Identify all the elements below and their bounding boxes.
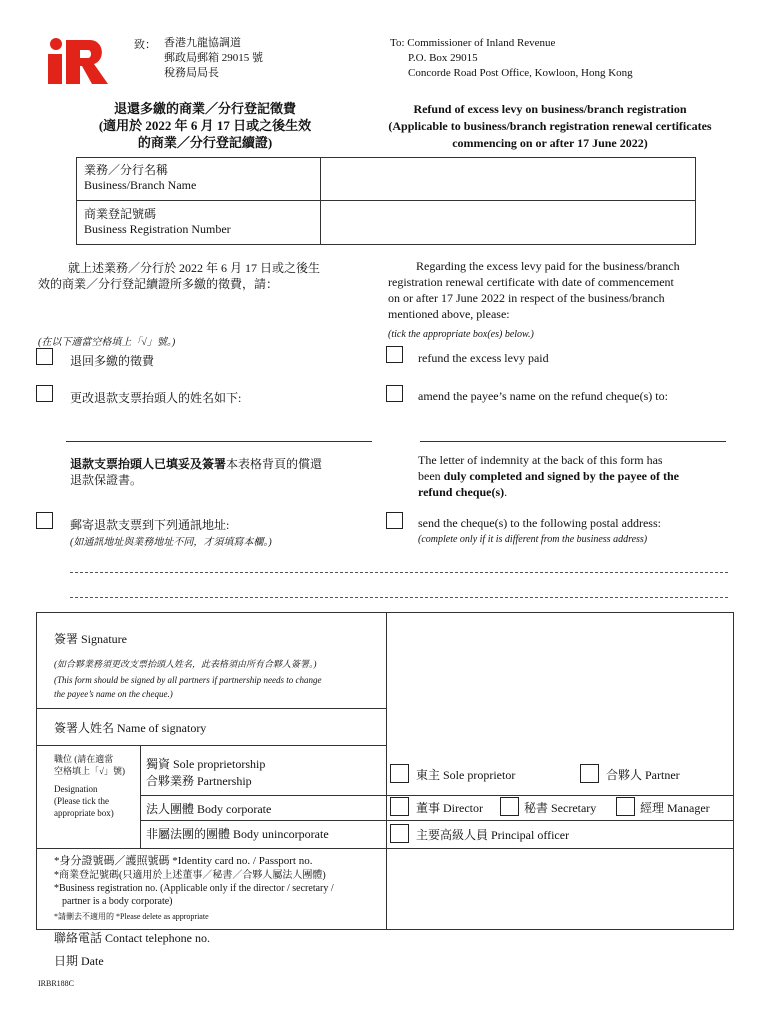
partnership-label: 合夥業務 Partnership	[146, 774, 252, 788]
intro-en-line: Regarding the excess levy paid for the business/branch	[416, 259, 680, 273]
sole-proprietorship-label: 獨資 Sole proprietorship	[146, 757, 266, 771]
payee-name-line-right[interactable]	[420, 441, 726, 442]
delete-note: *請刪去不適用的 *Please delete as appropriate	[54, 912, 209, 921]
intro-zh-line: 效的商業／分行登記續證所多繳的徵費，請：	[38, 277, 279, 291]
brn-note-en-line: *Business registration no. (Applicable only if the director / secretary /	[54, 883, 334, 894]
intro-en-line: mentioned above, please:	[388, 307, 510, 321]
address-en-line: Concorde Road Post Office, Kowloon, Hong Kong	[408, 67, 633, 79]
business-name-input[interactable]	[322, 159, 694, 199]
sig-note-en	[54, 673, 322, 701]
title-en	[370, 101, 730, 152]
send-checkbox-left[interactable]	[36, 512, 53, 529]
indemnity-zh	[70, 456, 375, 488]
secretary-checkbox[interactable]	[500, 797, 519, 816]
address-en-line: To: Commissioner of Inland Revenue	[390, 37, 556, 49]
send-note-en: (complete only if it is different from the business address)	[418, 534, 648, 545]
address-zh-line: 郵政局郵箱 29015 號	[164, 52, 263, 64]
sole-partnership-labels	[146, 756, 265, 790]
label-zh: 商業登記號碼	[84, 207, 157, 221]
body-unincorporate-label: 非屬法團的團體 Body unincorporate	[146, 827, 329, 841]
manager-checkbox[interactable]	[616, 797, 635, 816]
director-label: 董事 Director	[416, 801, 483, 815]
secretary-label: 秘書 Secretary	[524, 801, 597, 815]
indemnity-en-line: The letter of indemnity at the back of this form has	[418, 453, 663, 467]
director-checkbox[interactable]	[390, 797, 409, 816]
intro-zh	[38, 260, 320, 292]
title-zh-line: 退還多繳的商業／分行登記徵費	[113, 101, 296, 116]
brn-note	[54, 869, 334, 908]
id-details-input[interactable]	[388, 850, 732, 928]
designation-en-line: Designation	[54, 784, 98, 794]
id-card-label: *身分證號碼／護照號碼 *Identity card no. / Passport no.	[54, 855, 313, 867]
indemnity-en: The letter of indemnity at the back of this form has been duly completed and signed by the payee of the refund cheque(s).	[418, 452, 736, 500]
form-code: IRBR188C	[38, 979, 75, 988]
to-zh-label: 致：	[134, 39, 156, 51]
designation-label	[54, 753, 125, 819]
send-label-en: send the cheque(s) to the following postal address:	[418, 516, 661, 530]
amend-label-en: amend the payee’s name on the refund cheque(s) to:	[418, 389, 668, 403]
signature-label: 簽署 Signature	[54, 632, 127, 646]
brn-input[interactable]	[322, 202, 694, 244]
label-en: Business/Branch Name	[84, 178, 197, 192]
designation-en-line: (Please tick the	[54, 796, 109, 806]
address-zh-line: 稅務局局長	[164, 67, 219, 79]
sig-note-en-line: the payee’s name on the cheque.)	[54, 689, 173, 699]
business-name-label	[84, 163, 196, 193]
sole-proprietor-checkbox[interactable]	[390, 764, 409, 783]
refund-label-zh: 退回多繳的徵費	[70, 354, 155, 368]
title-en-line: Refund of excess levy on business/branch registration	[413, 102, 687, 116]
address-zh	[164, 36, 263, 81]
principal-officer-label: 主要高級人員 Principal officer	[416, 828, 570, 842]
label-zh: 業務／分行名稱	[84, 163, 169, 177]
intro-en	[388, 258, 738, 322]
partner-checkbox[interactable]	[580, 764, 599, 783]
designation-en-line: appropriate box)	[54, 808, 114, 818]
send-label-zh: 郵寄退款支票到下列通訊地址:	[70, 518, 230, 532]
indemnity-zh-rest: 本表格背頁的償還	[226, 457, 323, 471]
designation-zh-line: 職位 (請在適當	[54, 754, 114, 764]
title-en-line: (Applicable to business/branch registration renewal certificates	[388, 119, 712, 133]
sig-note-en-line: (This form should be signed by all partners if partnership needs to change	[54, 675, 322, 685]
send-checkbox-right[interactable]	[386, 512, 403, 529]
telephone-label: 聯絡電話 Contact telephone no.	[54, 931, 210, 945]
indemnity-en-text: been	[418, 469, 444, 483]
send-note-zh: (如通訊地址與業務地址不同，才須填寫本欄。)	[70, 537, 272, 548]
intro-en-line: registration renewal certificate with date of commencement	[388, 275, 674, 289]
title-zh-line: 的商業／分行登記續證)	[137, 135, 273, 150]
indemnity-zh-bold: 退款支票抬頭人已填妥及簽署	[70, 457, 227, 471]
brn-label	[84, 207, 231, 237]
sole-proprietor-label: 東主 Sole proprietor	[416, 768, 516, 782]
brn-note-en-line: partner is a body corporate)	[62, 896, 173, 907]
amend-checkbox-left[interactable]	[36, 385, 53, 402]
title-zh-line: (適用於 2022 年 6 月 17 日或之後生效	[98, 118, 312, 133]
address-en-line: P.O. Box 29015	[408, 52, 478, 64]
brn-note-zh: *商業登記號碼(只適用於上述董事／秘書／合夥人屬法人團體)	[54, 870, 326, 881]
refund-checkbox-left[interactable]	[36, 348, 53, 365]
indemnity-zh-line: 退款保證書。	[70, 473, 143, 487]
tick-note-zh: (在以下適當空格填上「√」號。)	[38, 337, 176, 348]
indemnity-en-bold: duly completed and signed by the payee of the	[443, 469, 680, 483]
address-zh-line: 香港九龍協調道	[164, 37, 241, 49]
intro-en-line: on or after 17 June 2022 in respect of the business/branch	[388, 291, 665, 305]
manager-label: 經理 Manager	[640, 801, 710, 815]
sig-note-zh: (如合夥業務須更改支票抬頭人姓名，此表格須由所有合夥人簽署。)	[54, 659, 317, 669]
label-en: Business Registration Number	[84, 222, 231, 236]
address-line-1[interactable]	[70, 572, 728, 573]
tick-note-en: (tick the appropriate box(es) below.)	[388, 329, 534, 340]
date-label: 日期 Date	[54, 954, 104, 968]
ird-logo	[44, 36, 110, 86]
refund-checkbox-right[interactable]	[386, 346, 403, 363]
body-corporate-label: 法人團體 Body corporate	[146, 802, 272, 816]
address-en	[390, 36, 633, 81]
address-line-2[interactable]	[70, 597, 728, 598]
title-en-line: commencing on or after 17 June 2022)	[452, 136, 648, 150]
indemnity-en-bold: refund cheque(s)	[418, 485, 505, 499]
designation-zh-line: 空格填上「√」號)	[54, 766, 125, 776]
partner-label: 合夥人 Partner	[606, 768, 680, 782]
title-zh	[60, 100, 350, 151]
amend-label-zh: 更改退款支票抬頭人的姓名如下:	[70, 391, 242, 405]
name-of-signatory-label: 簽署人姓名 Name of signatory	[54, 721, 207, 735]
payee-name-line-left[interactable]	[66, 441, 372, 442]
refund-label-en: refund the excess levy paid	[418, 351, 549, 365]
principal-officer-checkbox[interactable]	[390, 824, 409, 843]
amend-checkbox-right[interactable]	[386, 385, 403, 402]
intro-zh-line: 就上述業務／分行於 2022 年 6 月 17 日或之後生	[68, 261, 321, 275]
